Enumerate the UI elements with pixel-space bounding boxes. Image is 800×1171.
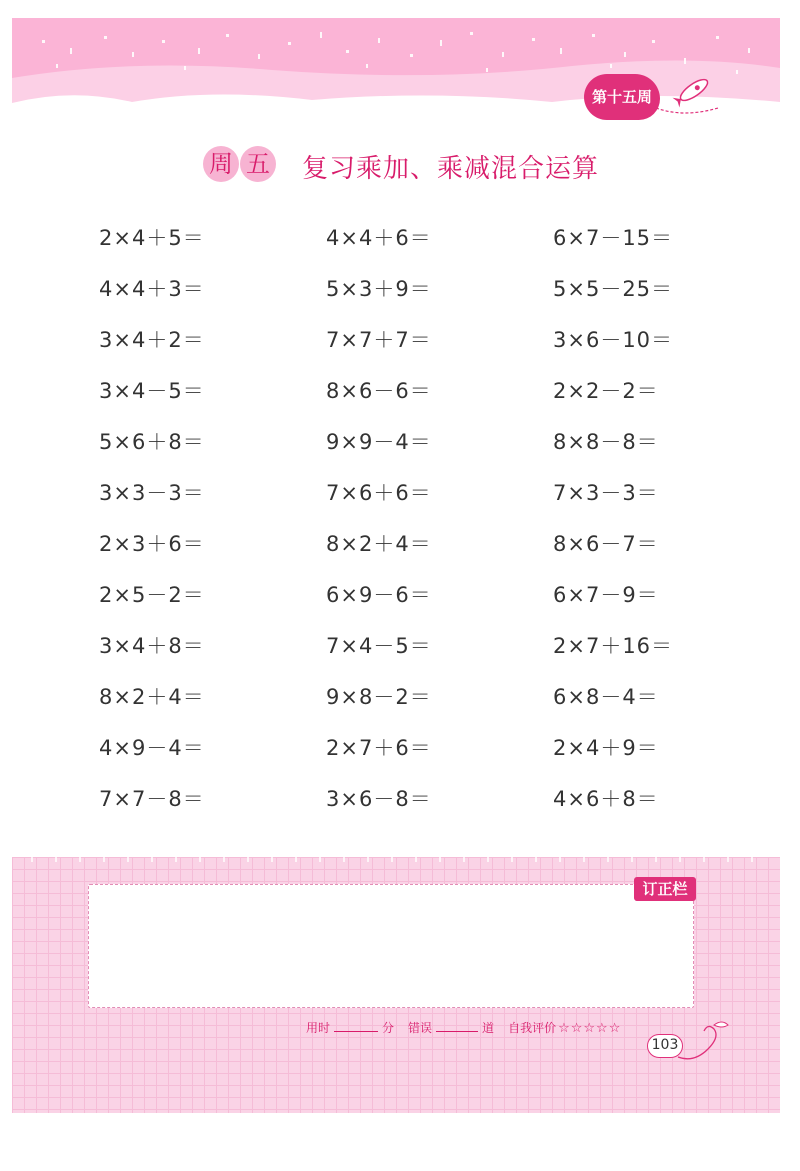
correction-label: 订正栏 (634, 877, 696, 901)
problem: 4×6＋8＝ (553, 787, 659, 811)
problem: 6×9－6＝ (326, 583, 432, 607)
week-label: 第十五周 (591, 88, 652, 106)
problem: 8×2＋4＝ (99, 685, 205, 709)
problem: 8×6－6＝ (326, 379, 432, 403)
problem: 3×3－3＝ (99, 481, 205, 505)
problem-row (0, 630, 800, 670)
problem: 2×7＋16＝ (553, 634, 674, 658)
problem: 8×6－7＝ (553, 532, 659, 556)
problem: 6×7－15＝ (553, 226, 674, 250)
problem: 7×3－3＝ (553, 481, 659, 505)
problem: 3×4＋2＝ (99, 328, 205, 352)
error-label: 错误 (408, 1021, 433, 1035)
problem: 8×2＋4＝ (326, 532, 432, 556)
problem-row (0, 579, 800, 619)
problem: 3×6－8＝ (326, 787, 432, 811)
problem: 7×7－8＝ (99, 787, 205, 811)
error-blank[interactable] (436, 1020, 478, 1032)
problem: 5×5－25＝ (553, 277, 674, 301)
problem-row (0, 477, 800, 517)
problem-row (0, 732, 800, 772)
correction-section (12, 857, 780, 1113)
problem: 5×6＋8＝ (99, 430, 205, 454)
problem: 3×4－5＝ (99, 379, 205, 403)
problem: 2×2－2＝ (553, 379, 659, 403)
problem-row (0, 375, 800, 415)
self-eval-label: 自我评价 (508, 1021, 557, 1035)
problem: 9×9－4＝ (326, 430, 432, 454)
lesson-title (0, 142, 800, 186)
time-label: 用时 (306, 1021, 331, 1035)
problem: 2×5－2＝ (99, 583, 205, 607)
week-badge (584, 74, 660, 120)
problem: 6×7－9＝ (553, 583, 659, 607)
problem: 7×7＋7＝ (326, 328, 432, 352)
problem: 7×4－5＝ (326, 634, 432, 658)
problem-row (0, 528, 800, 568)
error-unit: 道 (482, 1021, 495, 1035)
day-circle-zhou: 周 (203, 146, 239, 182)
problem-row (0, 426, 800, 466)
problem: 2×4＋9＝ (553, 736, 659, 760)
problem: 3×6－10＝ (553, 328, 674, 352)
problem: 4×9－4＝ (99, 736, 205, 760)
problem: 2×7＋6＝ (326, 736, 432, 760)
problem: 7×6＋6＝ (326, 481, 432, 505)
rating-stars[interactable]: ☆☆☆☆☆ (558, 1021, 622, 1036)
self-assessment-line (306, 1019, 621, 1036)
problem: 5×3＋9＝ (326, 277, 432, 301)
rocket-icon (654, 72, 724, 120)
problem-row (0, 324, 800, 364)
problem: 2×3＋6＝ (99, 532, 205, 556)
problem-row (0, 783, 800, 823)
notebook-ticks (12, 857, 780, 863)
correction-box[interactable] (88, 884, 694, 1008)
day-circle-wu: 五 (240, 146, 276, 182)
problem-row (0, 222, 800, 262)
problem: 3×4＋8＝ (99, 634, 205, 658)
swirl-decoration (674, 1019, 734, 1063)
time-blank[interactable] (334, 1020, 378, 1032)
problem: 4×4＋3＝ (99, 277, 205, 301)
problem: 9×8－2＝ (326, 685, 432, 709)
problem: 4×4＋6＝ (326, 226, 432, 250)
time-unit: 分 (382, 1021, 395, 1035)
problem: 6×8－4＝ (553, 685, 659, 709)
page-number: 103 (647, 1034, 683, 1058)
lesson-title-text: 复习乘加、乘减混合运算 (302, 154, 600, 184)
problem-row (0, 273, 800, 313)
problem: 8×8－8＝ (553, 430, 659, 454)
problem-row (0, 681, 800, 721)
problem: 2×4＋5＝ (99, 226, 205, 250)
